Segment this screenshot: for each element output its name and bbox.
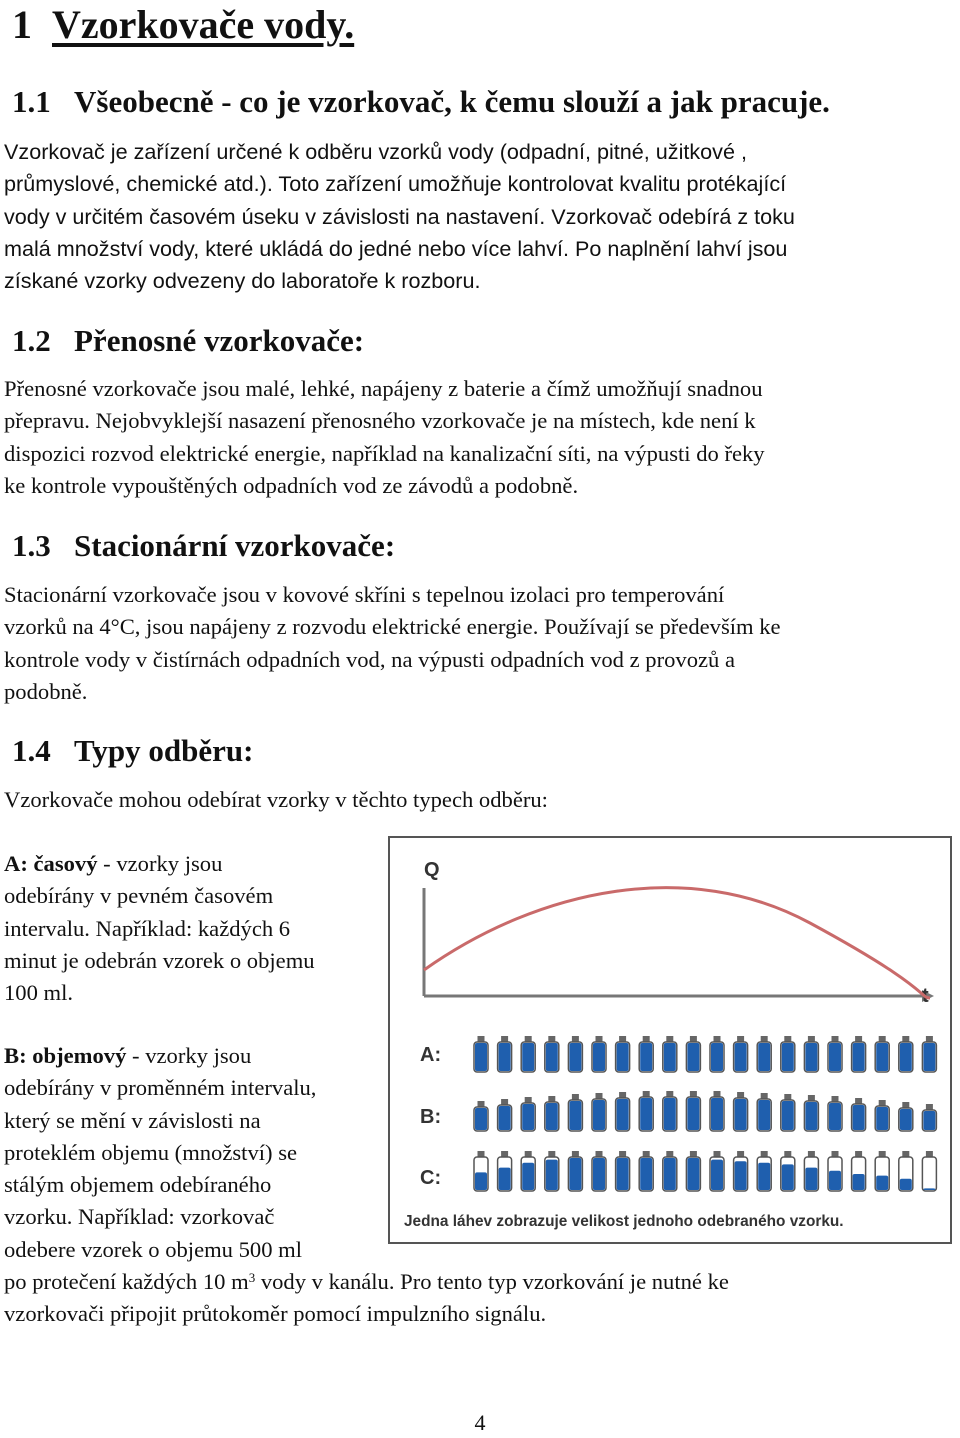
bottle-fill [569,1043,581,1071]
sample-bottle [828,1151,842,1191]
bottle-cap [548,1096,555,1102]
section-heading-1-3 [12,528,395,564]
bottle-cap [926,1151,933,1157]
bottle-fill [782,1164,794,1190]
sample-bottle [545,1096,559,1131]
bottle-fill [923,1043,935,1071]
text-line: po protečení každých 10 $m^3$ vody v kanálu. Pro tento typ vzorkování je nutné ke [4,1269,729,1294]
bottle-cap [525,1151,532,1157]
flow-curve [424,888,930,998]
sample-bottle [474,1151,488,1191]
sample-bottle [686,1036,700,1072]
sample-bottle [474,1036,488,1072]
sample-bottle [734,1036,748,1072]
sample-bottle [875,1100,889,1131]
bottle-fill [475,1108,487,1130]
sample-bottle [616,1151,630,1191]
sample-bottle [474,1101,488,1131]
bottle-cap [714,1151,721,1157]
bottle-cap [690,1091,697,1097]
sample-bottle [804,1095,818,1131]
sample-bottle [852,1151,866,1191]
sample-bottle [592,1036,606,1072]
sample-bottle [899,1151,913,1191]
bottle-fill [617,1158,629,1190]
sample-bottle [828,1096,842,1131]
sample-bottle [852,1098,866,1131]
text-line: Vzorkovač je zařízení určené k odběru vzorků vody (odpadní, pitné, užitkové , [4,139,747,164]
section-number: 1.4 [12,733,51,768]
figure-caption: Jedna láhev zobrazuje velikost jednoho odebraného vzorku. [404,1213,844,1230]
bottle-cap [926,1036,933,1042]
sample-bottle [663,1151,677,1191]
sample-bottle [710,1151,724,1191]
bottle-fill [593,1043,605,1071]
sample-bottle [899,1102,913,1131]
bottle-cap [714,1091,721,1097]
sample-bottle [734,1092,748,1131]
bottle-cap [478,1101,485,1107]
sample-bottle [639,1091,653,1131]
section-title: Typy odběru: [74,733,254,768]
bottle-fill [829,1043,841,1071]
sample-bottle [922,1104,936,1131]
bottle-fill [522,1104,534,1130]
bottle-cap [666,1036,673,1042]
sample-bottle [710,1091,724,1131]
sample-bottle [592,1151,606,1191]
bottle-cap [879,1036,886,1042]
text-line: kontrole vody v čistírnách odpadních vod, na výpusti odpadních vod z provozů a [4,646,735,672]
bottle-fill [640,1098,652,1130]
bottle-fill [758,1100,770,1130]
chapter-number: 1 [12,2,32,47]
bottle-fill [711,1043,723,1071]
bottle-fill [829,1171,841,1190]
bottle-fill [923,1188,935,1190]
bottle-cap [784,1151,791,1157]
paragraph-general [4,136,958,297]
text-line: Stacionární vzorkovače jsou v kovové skříni s tepelnou izolaci pro temperování [4,582,725,607]
bottle-cap [666,1151,673,1157]
axis-q-label: Q [424,859,440,881]
bottle-cap [596,1036,603,1042]
text-line: dispozici rozvod elektrické energie, například na kanalizační síti, na výpusti do řeky [4,440,765,466]
sample-bottle [521,1151,535,1191]
text-line: odebírány v pevném časovém [4,883,274,909]
bottle-cap [855,1098,862,1104]
row-c-label: C: [420,1167,442,1189]
sample-bottle [686,1151,700,1191]
bottle-cap [714,1036,721,1042]
row-b-label: B: [420,1106,442,1128]
sample-bottle [804,1151,818,1191]
sample-bottle [781,1094,795,1131]
bottle-cap [643,1151,650,1157]
bottle-fill [640,1158,652,1190]
bottle-fill [569,1158,581,1190]
bottle-fill [546,1160,558,1190]
sample-bottle [498,1036,512,1072]
row-a-label: A: [420,1044,442,1066]
text-line: proteklém objemu (množství) se [4,1139,298,1165]
bottle-cap [832,1036,839,1042]
sample-bottle [568,1094,582,1131]
bottle-fill [853,1105,865,1130]
sampling-diagram [390,838,950,1242]
bottle-fill [546,1103,558,1130]
bottle-cap [902,1036,909,1042]
sample-bottle [498,1099,512,1131]
bottle-fill [829,1103,841,1130]
bottle-fill [923,1111,935,1130]
sample-bottle [639,1036,653,1072]
sample-bottle [922,1151,936,1191]
type-a-description [4,848,392,1009]
bottle-cap [761,1093,768,1099]
bottle-fill [475,1172,487,1190]
sample-bottle [757,1036,771,1072]
bottle-fill [758,1163,770,1190]
bottle-fill [664,1158,676,1190]
bottle-fill [687,1098,699,1130]
bottle-cap [643,1036,650,1042]
bottle-fill [876,1176,888,1190]
bottle-cap [808,1151,815,1157]
sample-bottle [639,1151,653,1191]
paragraph-stationary [4,579,958,708]
text-line: vzorku. Například: vzorkovač [4,1204,275,1230]
bottle-cap [761,1036,768,1042]
bottle-cap [784,1036,791,1042]
bottle-fill [522,1163,534,1190]
bottle-fill [805,1168,817,1190]
sample-bottle [875,1036,889,1072]
section-title: Přenosné vzorkovače: [74,323,365,358]
sample-bottle [686,1091,700,1131]
text-line: získané vzorky odvezeny do laboratoře k rozboru. [4,268,481,294]
sample-bottle [568,1151,582,1191]
paragraph-portable [4,373,958,502]
bottle-cap [902,1102,909,1108]
bottle-fill [900,1179,912,1190]
bottle-cap [690,1151,697,1157]
sample-bottle [922,1036,936,1072]
bottle-fill [593,1158,605,1190]
type-b-label: B: objemový [4,1043,127,1068]
bottle-cap [737,1151,744,1157]
bottle-fill [569,1101,581,1130]
bottle-fill [664,1043,676,1071]
bottle-fill [640,1043,652,1071]
sample-bottle [875,1151,889,1191]
bottle-cap [808,1095,815,1101]
sample-bottle [545,1036,559,1072]
text-line: průmyslové, chemické atd.). Toto zařízení umožňuje kontrolovat kvalitu protékající [4,171,787,197]
bottle-fill [876,1107,888,1130]
type-b-continuation [4,1266,958,1331]
sample-bottle [521,1036,535,1072]
bottle-fill [687,1158,699,1190]
bottle-cap [690,1036,697,1042]
bottle-cap [643,1091,650,1097]
bottle-fill [711,1098,723,1130]
bottle-cap [525,1097,532,1103]
text-line: minut je odebrán vzorek o objemu [4,947,315,973]
section-number: 1.2 [12,323,51,358]
section-number: 1.1 [12,84,51,119]
bottle-cap [596,1151,603,1157]
sample-bottle [568,1036,582,1072]
bottle-fill [711,1160,723,1190]
sample-bottle [781,1036,795,1072]
text-line: podobně. [4,678,88,704]
text-line: ke kontrole vypouštěných odpadních vod ze závodů a podobně. [4,472,579,498]
bottle-cap [572,1036,579,1042]
bottle-rows [474,1036,936,1191]
bottle-cap [478,1036,485,1042]
sample-bottle [663,1036,677,1072]
bottle-cap [619,1151,626,1157]
bottle-outline [922,1157,936,1191]
bottle-cap [666,1091,673,1097]
bottle-cap [784,1094,791,1100]
section-title: Stacionární vzorkovače: [74,528,396,563]
bottle-fill [475,1043,487,1071]
text-line: vzorkovači připojit průtokoměr pomocí impulzního signálu. [4,1301,547,1327]
chapter-title: Vzorkovače vody. [52,2,355,47]
page-number: 4 [474,1410,486,1435]
bottle-fill [735,1161,747,1190]
sample-bottle [498,1151,512,1191]
bottle-fill [617,1043,629,1071]
text-line: malá množství vody, které ukládá do jedné nebo více lahví. Po naplnění lahví jsou [4,235,788,261]
bottle-cap [501,1151,508,1157]
bottle-cap [926,1104,933,1110]
bottle-cap [808,1036,815,1042]
bottle-fill [900,1043,912,1071]
text-line: odebere vzorek o objemu 500 ml [4,1236,303,1262]
chapter-heading [12,2,354,48]
bottle-cap [525,1036,532,1042]
bottle-cap [879,1100,886,1106]
bottle-cap [501,1099,508,1105]
bottle-cap [548,1151,555,1157]
bottle-fill [853,1174,865,1190]
bottle-fill [735,1099,747,1130]
bottle-cap [855,1036,862,1042]
bottle-fill [499,1106,511,1130]
bottle-fill [499,1043,511,1071]
bottle-cap [501,1036,508,1042]
type-b-description [4,1040,392,1266]
axis-t-label: t [922,985,929,1007]
sample-bottle [616,1036,630,1072]
bottle-fill [782,1101,794,1130]
bottle-fill [758,1043,770,1071]
text-line: vody v určitém časovém úseku v závislosti na nastavení. Vzorkovač odebírá z toku [4,203,795,229]
sampling-types-figure [388,836,952,1244]
bottle-cap [879,1151,886,1157]
section-heading-1-4 [12,733,253,769]
bottle-cap [761,1151,768,1157]
text-line: intervalu. Například: každých 6 [4,915,291,941]
bottle-fill [900,1109,912,1130]
bottle-fill [664,1098,676,1130]
bottle-cap [855,1151,862,1157]
text-line: přepravu. Nejobvyklejší nasazení přenosného vzorkovače je na místech, kde není k [4,408,756,434]
text-line: odebírány v proměnném intervalu, [4,1075,317,1101]
text-line: stálým objemem odebíraného [4,1172,272,1198]
bottle-cap [548,1036,555,1042]
bottle-fill [805,1102,817,1130]
sample-bottle [710,1036,724,1072]
bottle-fill [499,1168,511,1190]
section-heading-1-2 [12,323,364,359]
text-line: který se mění v závislosti na [4,1107,261,1133]
type-a-label: A: časový [4,851,98,876]
sample-bottle [828,1036,842,1072]
bottle-cap [737,1092,744,1098]
sample-bottle [852,1036,866,1072]
sample-bottle [592,1093,606,1131]
sample-bottle [521,1097,535,1131]
bottle-cap [902,1151,909,1157]
section-heading-1-1 [12,84,830,120]
bottle-fill [546,1043,558,1071]
bottle-fill [522,1043,534,1071]
text-line: vzorků na 4°C, jsou napájeny z rozvodu elektrické energie. Používají se především ke [4,614,781,640]
bottle-fill [805,1043,817,1071]
section-number: 1.3 [12,528,51,563]
bottle-cap [619,1092,626,1098]
bottle-cap [832,1151,839,1157]
bottle-fill [782,1043,794,1071]
section-title: Všeobecně - co je vzorkovač, k čemu slouží a jak pracuje. [74,84,830,119]
paragraph-intro: Vzorkovače mohou odebírat vzorky v těchto typech odběru: [4,787,548,812]
bottle-fill [876,1043,888,1071]
sample-bottle [616,1092,630,1131]
bottle-fill [853,1043,865,1071]
sample-bottle [804,1036,818,1072]
sample-bottle [757,1151,771,1191]
sample-bottle [545,1151,559,1191]
sample-bottle [781,1151,795,1191]
bottle-cap [832,1096,839,1102]
sample-bottle [899,1036,913,1072]
sample-bottle [734,1151,748,1191]
text-line: B: objemový - vzorky jsou [4,1043,252,1068]
bottle-cap [572,1151,579,1157]
bottle-fill [687,1043,699,1071]
bottle-cap [572,1094,579,1100]
bottle-cap [596,1093,603,1099]
text-line: A: časový - vzorky jsou [4,851,223,876]
bottle-cap [478,1151,485,1157]
bottle-cap [737,1036,744,1042]
text-line: 100 ml. [4,980,74,1006]
text-line: Přenosné vzorkovače jsou malé, lehké, napájeny z baterie a čímž umožňují snadnou [4,376,763,401]
bottle-fill [735,1043,747,1071]
bottle-cap [619,1036,626,1042]
sample-bottle [663,1091,677,1131]
bottle-fill [593,1100,605,1130]
sample-bottle [757,1093,771,1131]
bottle-fill [617,1099,629,1130]
